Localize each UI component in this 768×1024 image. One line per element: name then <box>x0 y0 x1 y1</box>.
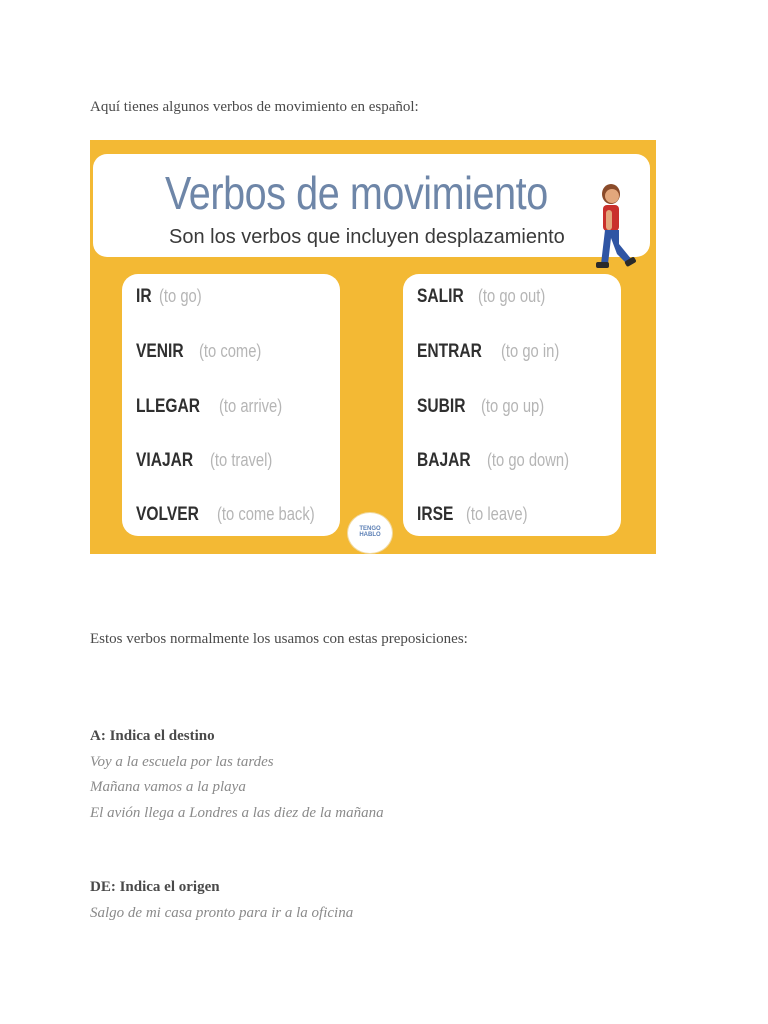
verb-label: LLEGAR <box>136 396 201 417</box>
verb-translation: (to come back) <box>217 504 315 524</box>
verbs-list-left <box>122 274 340 536</box>
verb-translation: (to go out) <box>478 286 546 306</box>
verb-row <box>136 396 296 418</box>
verb-row <box>136 341 275 363</box>
verb-label: IRSE <box>417 504 454 525</box>
verb-row <box>136 504 336 526</box>
infographic-title: Verbos de movimiento <box>165 167 548 219</box>
prepositions-intro: Estos verbos normalmente los usamos con estas preposiciones: <box>90 631 468 647</box>
verb-translation: (to come) <box>198 341 261 361</box>
example-sentence: Salgo de mi casa pronto para ir a la oficina <box>90 905 354 921</box>
verb-label: VOLVER <box>136 504 199 525</box>
example-sentence: Mañana vamos a la playa <box>90 779 246 795</box>
verb-translation: (to arrive) <box>218 396 282 416</box>
verb-translation: (to go) <box>159 286 203 306</box>
example-sentence: Voy a la escuela por las tardes <box>90 754 274 770</box>
infographic-header <box>93 154 650 257</box>
verb-label: BAJAR <box>417 450 471 471</box>
verb-row <box>417 286 561 308</box>
logo-line: HABLO <box>359 532 381 538</box>
verb-label: VENIR <box>136 341 184 362</box>
verbs-list-right <box>403 274 621 536</box>
verb-translation: (to go in) <box>500 341 559 361</box>
verb-row <box>417 504 541 526</box>
logo-line: TENGO <box>359 526 381 532</box>
verb-row <box>136 450 286 472</box>
brand-logo <box>347 512 393 554</box>
verbs-infographic <box>90 140 656 554</box>
infographic-subtitle: Son los verbos que incluyen desplazamiento <box>169 226 565 248</box>
verb-label: ENTRAR <box>417 341 482 362</box>
verb-row <box>136 286 211 308</box>
walking-person-icon <box>595 182 637 277</box>
verb-row <box>417 396 558 418</box>
section-heading: DE: Indica el origen <box>90 879 220 895</box>
verb-translation: (to travel) <box>210 450 273 470</box>
intro-text: Aquí tienes algunos verbos de movimiento en español: <box>90 99 419 115</box>
verb-label: VIAJAR <box>136 450 194 471</box>
verb-translation: (to leave) <box>465 504 528 524</box>
verb-translation: (to go down) <box>486 450 569 470</box>
section-heading: A: Indica el destino <box>90 728 215 744</box>
verb-label: SUBIR <box>417 396 466 417</box>
verb-label: SALIR <box>417 286 464 307</box>
verb-label: IR <box>136 286 152 307</box>
verb-row <box>417 450 587 472</box>
verb-translation: (to go up) <box>480 396 544 416</box>
verb-row <box>417 341 572 363</box>
example-sentence: El avión llega a Londres a las diez de la mañana <box>90 805 384 821</box>
